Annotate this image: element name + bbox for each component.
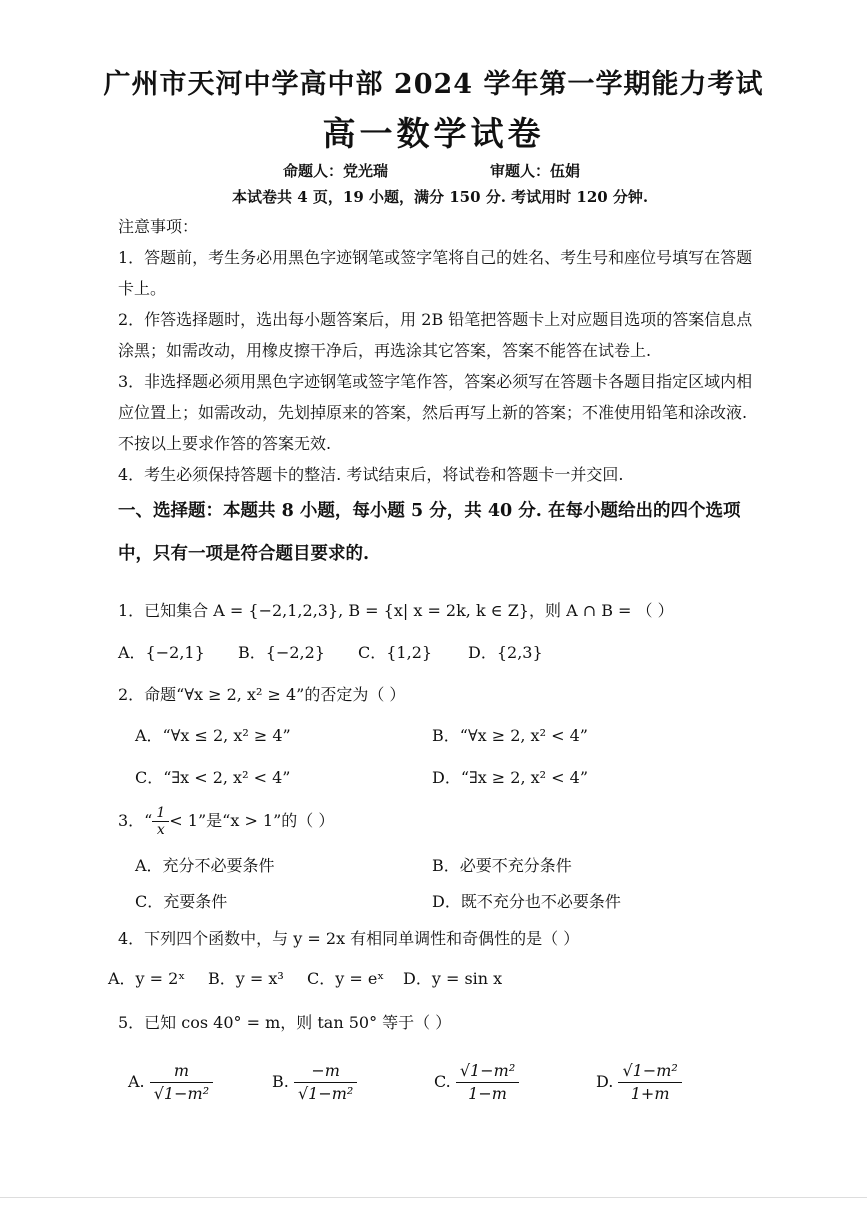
question-5-stem: 5．已知 cos 40° = m，则 tan 50° 等于（ ） xyxy=(118,1013,452,1032)
q2-option-d: D．“∃x ≥ 2, x² < 4” xyxy=(432,768,589,787)
notes-line: 4．考生必须保持答题卡的整洁. 考试结束后，将试卷和答题卡一并交回. xyxy=(118,465,624,484)
q1-option-c: C．{1,2} xyxy=(358,643,433,662)
q5-a-label: A. xyxy=(128,1072,145,1091)
q4-option-d: D．y = sin x xyxy=(403,969,503,988)
q5-c-label: C. xyxy=(434,1072,451,1091)
question-3-stem xyxy=(118,805,334,838)
section-heading-cont: 中，只有一项是符合题目要求的. xyxy=(118,544,370,564)
q5-b-label: B. xyxy=(272,1072,289,1091)
q5-c-num: √1−m² xyxy=(456,1060,519,1083)
q4-option-a: A．y = 2ˣ xyxy=(108,969,186,988)
question-4-stem: 4．下列四个函数中，与 y = 2x 有相同单调性和奇偶性的是（ ） xyxy=(118,929,580,948)
notes-line: 1．答题前，考生务必用黑色字迹钢笔或签字笔将自己的姓名、考生号和座位号填写在答题 xyxy=(118,248,753,267)
page-bottom-edge xyxy=(0,1197,867,1198)
notes-line: 卡上。 xyxy=(118,279,167,298)
q3-option-d: D．既不充分也不必要条件 xyxy=(432,892,621,911)
q3-frac-num: 1 xyxy=(152,805,169,822)
q3-option-a: A．充分不必要条件 xyxy=(135,856,275,875)
notes-line: 涂黑；如需改动，用橡皮擦干净后，再选涂其它答案，答案不能答在试卷上. xyxy=(118,341,652,360)
q5-option-b xyxy=(272,1060,357,1105)
q5-a-den: √1−m² xyxy=(153,1084,210,1103)
notes-line: 不按以上要求作答的答案无效. xyxy=(118,434,332,453)
exam-title: 广州市天河中学高中部 2024 学年第一学期能力考试 xyxy=(103,69,764,100)
q3-fraction xyxy=(152,805,169,838)
q5-d-num: √1−m² xyxy=(618,1060,681,1083)
q4-option-c: C．y = eˣ xyxy=(307,969,385,988)
notes-heading: 注意事项： xyxy=(118,217,199,236)
q5-b-fraction xyxy=(294,1060,357,1105)
q1-option-b: B．{−2,2} xyxy=(238,643,325,662)
q4-option-b: B．y = x³ xyxy=(208,969,284,988)
q5-d-fraction xyxy=(618,1060,681,1105)
question-1-stem: 1．已知集合 A = {−2,1,2,3}, B = {x| x = 2k, k ∈ Z}，则 A ∩ B = （ ） xyxy=(118,601,674,620)
q5-c-fraction xyxy=(456,1060,519,1105)
question-2-stem: 2．命题“∀x ≥ 2, x² ≥ 4”的否定为（ ） xyxy=(118,685,406,704)
exam-subtitle: 高一数学试卷 xyxy=(322,114,545,153)
q5-d-den: 1+m xyxy=(630,1084,670,1103)
q3-option-b: B．必要不充分条件 xyxy=(432,856,572,875)
notes-line: 3．非选择题必须用黑色字迹钢笔或签字笔作答，答案必须写在答题卡各题目指定区域内相 xyxy=(118,372,753,391)
q3-frac-den: x xyxy=(156,822,165,838)
q1-option-a: A．{−2,1} xyxy=(118,643,205,662)
q2-option-b: B．“∀x ≥ 2, x² < 4” xyxy=(432,726,588,745)
q5-a-fraction xyxy=(150,1060,213,1105)
q1-option-d: D．{2,3} xyxy=(468,643,543,662)
q2-option-a: A．“∀x ≤ 2, x² ≥ 4” xyxy=(135,726,291,745)
q5-c-den: 1−m xyxy=(468,1084,507,1103)
q5-option-a xyxy=(128,1060,213,1105)
q5-option-d xyxy=(596,1060,682,1105)
q5-d-label: D. xyxy=(596,1072,614,1091)
notes-line: 2．作答选择题时，选出每小题答案后，用 2B 铅笔把答题卡上对应题目选项的答案信息点 xyxy=(118,310,753,329)
notes-line: 应位置上；如需改动，先划掉原来的答案，然后再写上新的答案；不准使用铅笔和涂改液. xyxy=(118,403,748,422)
q5-a-num: m xyxy=(150,1060,213,1083)
q5-b-num: −m xyxy=(294,1060,357,1083)
exam-info: 本试卷共 4 页，19 小题，满分 150 分. 考试用时 120 分钟. xyxy=(232,188,649,206)
reviewer: 审题人：伍娟 xyxy=(490,162,581,180)
q3-rest: < 1”是“x > 1”的（ ） xyxy=(169,811,335,830)
q5-b-den: √1−m² xyxy=(297,1084,354,1103)
q3-prefix: 3．“ xyxy=(118,811,153,830)
section-heading: 一、选择题：本题共 8 小题，每小题 5 分，共 40 分. 在每小题给出的四个选项 xyxy=(118,501,741,521)
q3-option-c: C．充要条件 xyxy=(135,892,228,911)
q2-option-c: C．“∃x < 2, x² < 4” xyxy=(135,768,291,787)
author: 命题人：党光瑞 xyxy=(283,162,389,180)
q5-option-c xyxy=(434,1060,519,1105)
